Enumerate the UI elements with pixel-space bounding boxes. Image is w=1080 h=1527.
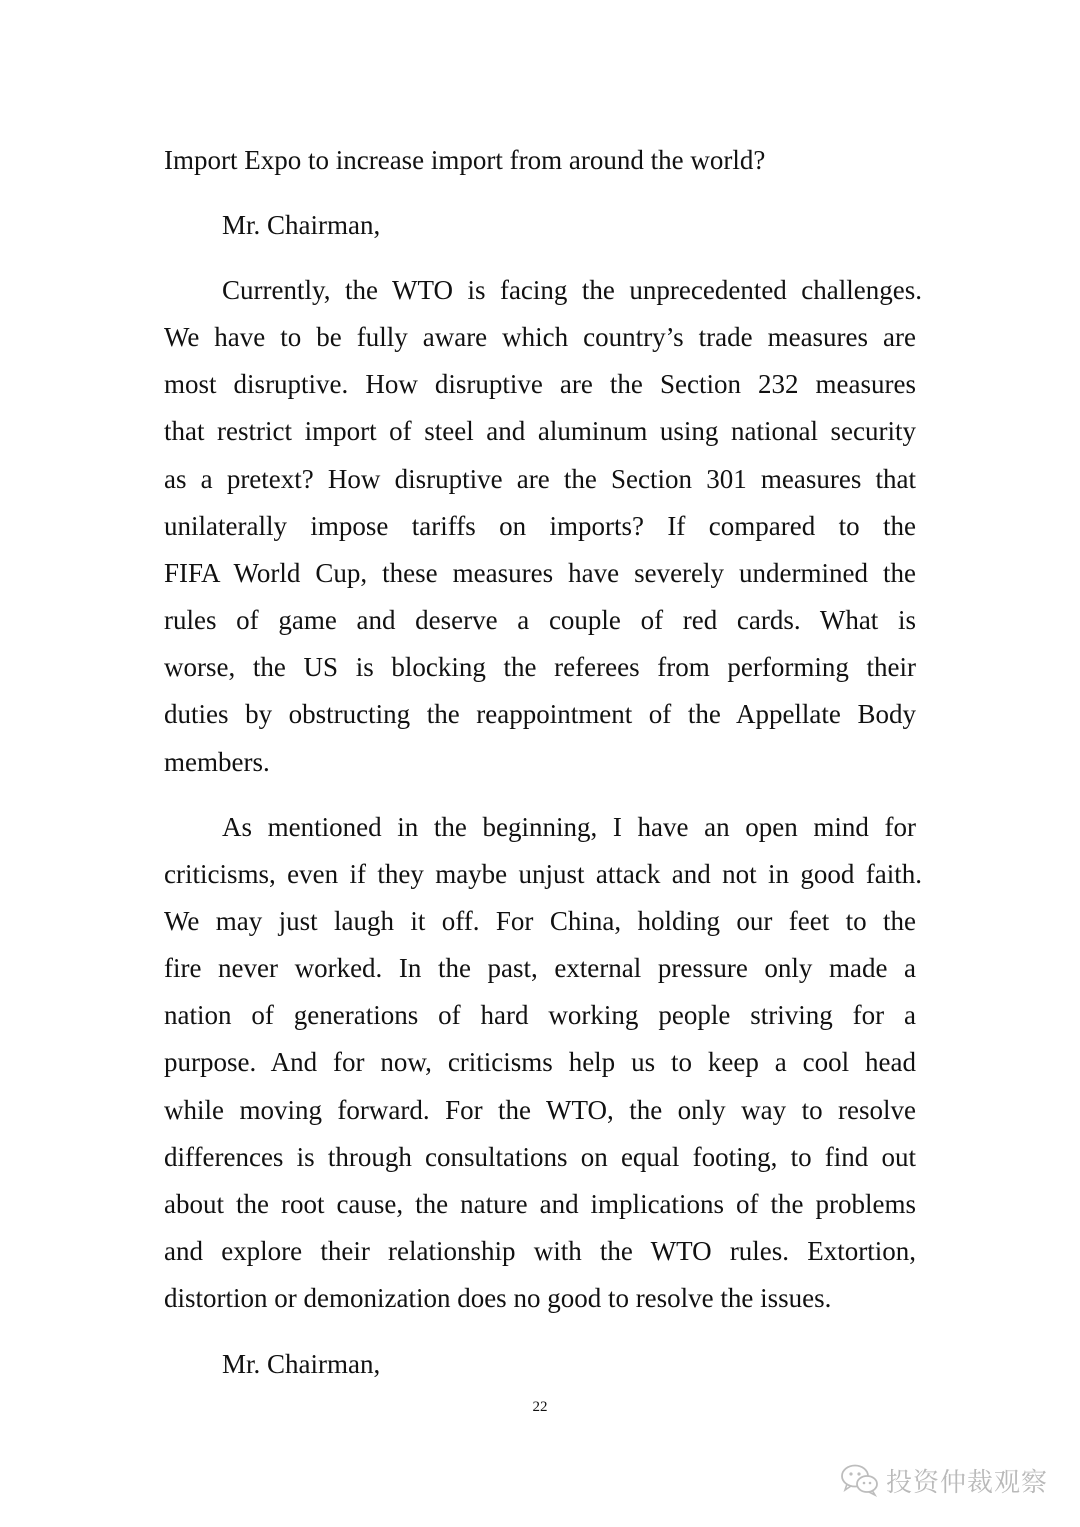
paragraph-line: We may just laugh it off. For China, holding our feet to the <box>164 906 916 936</box>
paragraph-line: FIFA World Cup, these measures have severely undermined the <box>164 558 916 588</box>
paragraph-line: while moving forward. For the WTO, the only way to resolve <box>164 1095 916 1125</box>
paragraph-line: most disruptive. How disruptive are the Section 232 measures <box>164 369 916 399</box>
salutation: Mr. Chairman, <box>222 1349 381 1379</box>
paragraph-line: rules of game and deserve a couple of red cards. What is <box>164 605 916 635</box>
watermark <box>840 1462 1048 1498</box>
paragraph-line: about the root cause, the nature and implications of the problems <box>164 1189 916 1219</box>
page-number: 22 <box>532 1399 548 1415</box>
paragraph-line: duties by obstructing the reappointment of the Appellate Body <box>164 699 916 729</box>
paragraph-line: purpose. And for now, criticisms help us to keep a cool head <box>164 1047 916 1077</box>
watermark-text: 投资仲裁观察 <box>886 1467 1049 1498</box>
paragraph-line: fire never worked. In the past, external pressure only made a <box>164 953 916 983</box>
wechat-icon <box>840 1463 880 1497</box>
paragraph-line: as a pretext? How disruptive are the Section 301 measures that <box>164 464 916 494</box>
paragraph-line: differences is through consultations on equal footing, to find out <box>164 1142 916 1172</box>
paragraph-line: distortion or demonization does no good to resolve the issues. <box>164 1283 832 1313</box>
paragraph-line: that restrict import of steel and aluminum using national security <box>164 416 916 446</box>
paragraph-line: Currently, the WTO is facing the unprecedented challenges. <box>222 275 922 305</box>
paragraph-line: members. <box>164 747 270 777</box>
paragraph-line: unilaterally impose tariffs on imports? If compared to the <box>164 511 916 541</box>
paragraph-line: and explore their relationship with the WTO rules. Extortion, <box>164 1236 916 1266</box>
paragraph-line: Import Expo to increase import from around the world? <box>164 145 766 175</box>
salutation: Mr. Chairman, <box>222 210 381 240</box>
paragraph-line: criticisms, even if they maybe unjust attack and not in good faith. <box>164 859 922 889</box>
paragraph-line: worse, the US is blocking the referees from performing their <box>164 652 916 682</box>
paragraph-line: As mentioned in the beginning, I have an open mind for <box>222 812 916 842</box>
paragraph-line: nation of generations of hard working people striving for a <box>164 1000 916 1030</box>
paragraph-line: We have to be fully aware which country’s trade measures are <box>164 322 916 352</box>
